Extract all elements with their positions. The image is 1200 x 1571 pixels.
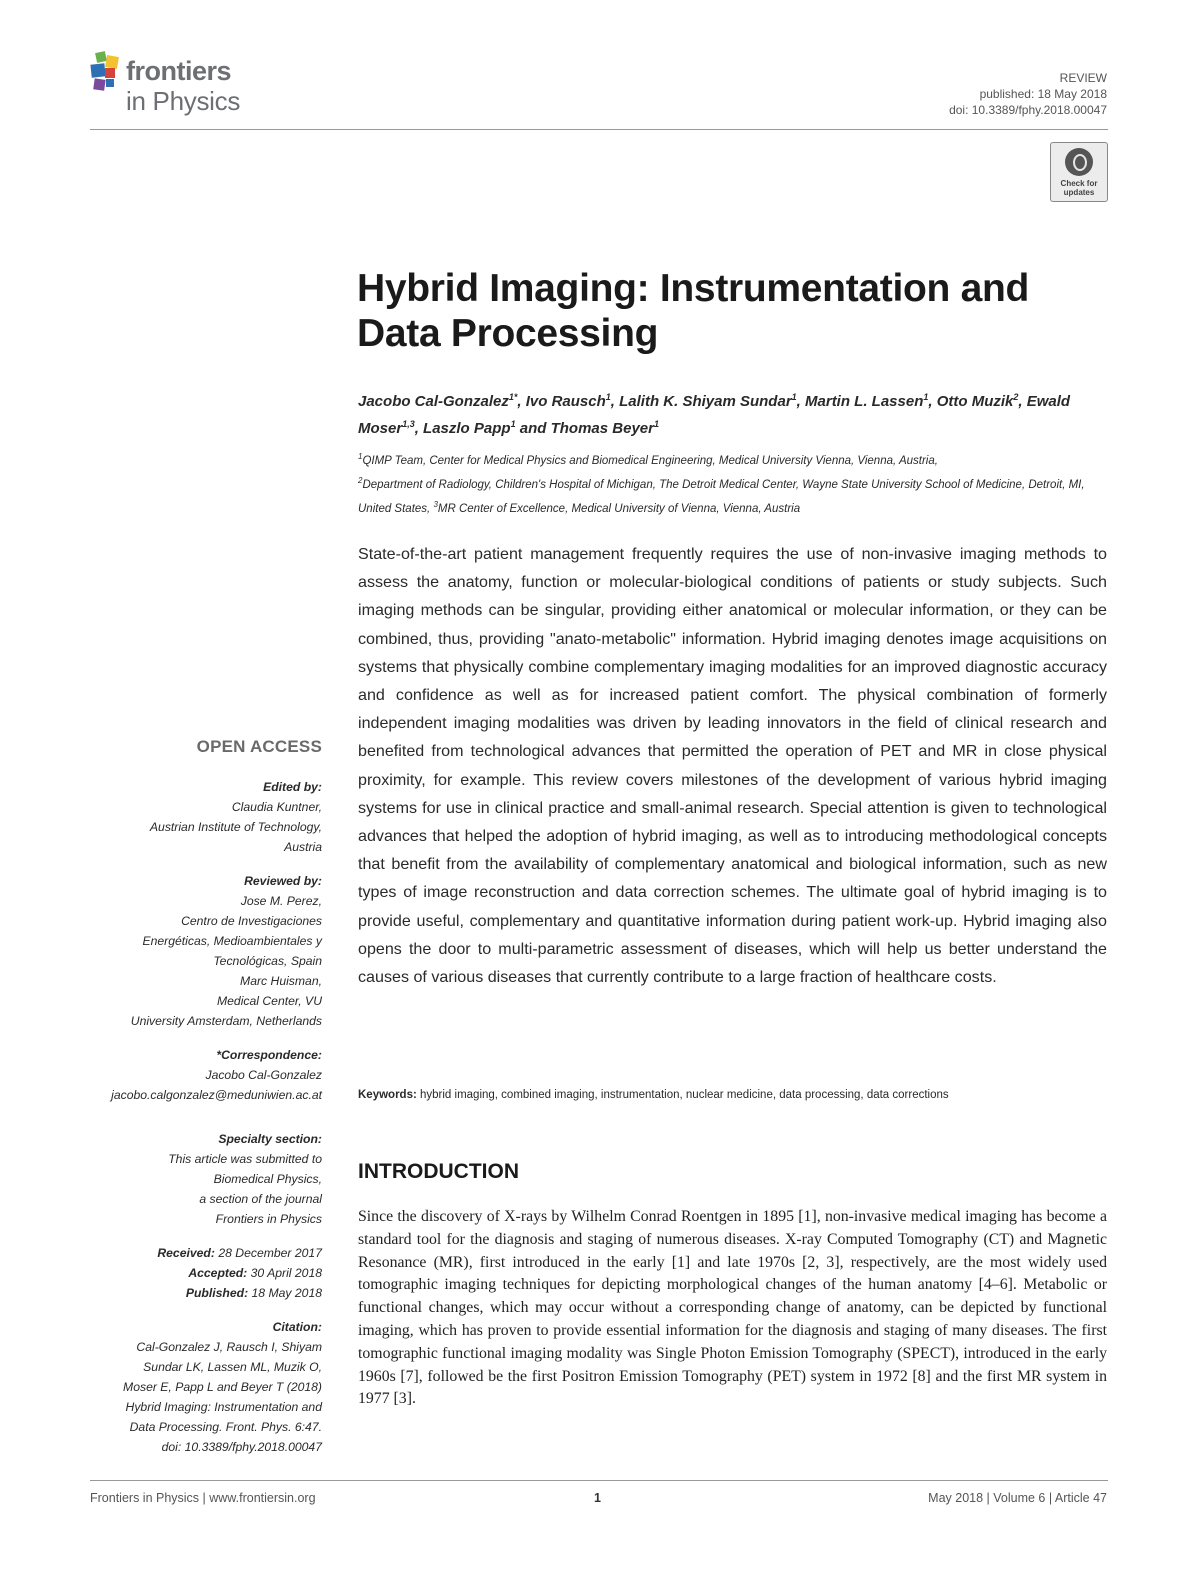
affiliation-number: 3: [433, 500, 438, 510]
editor-line: Austrian Institute of Technology,: [149, 820, 322, 834]
reviewer-line: Jose M. Perez,: [240, 894, 322, 908]
affiliations: [358, 447, 1108, 520]
affiliation: [433, 500, 801, 516]
received-label: Received:: [157, 1246, 215, 1260]
crossmark-icon: [1065, 148, 1093, 176]
keywords-label: Keywords:: [358, 1089, 417, 1101]
author[interactable]: [423, 420, 516, 437]
published-value: 18 May 2018: [251, 1286, 322, 1300]
citation-line: Sundar LK, Lassen ML, Muzik O,: [143, 1360, 322, 1374]
check-updates-label-1: Check for: [1060, 179, 1098, 188]
editor-line: Claudia Kuntner,: [231, 800, 322, 814]
check-for-updates-button[interactable]: [1050, 142, 1108, 202]
reviewer-line: Energéticas, Medioambientales y: [142, 934, 322, 948]
author-affiliation-mark: 1: [791, 392, 797, 402]
footer-issue-info: May 2018 | Volume 6 | Article 47: [928, 1491, 1107, 1505]
page-number: 1: [594, 1491, 601, 1505]
published-label: Published:: [185, 1286, 249, 1300]
reviewer-line: Tecnológicas, Spain: [213, 954, 322, 968]
article-sidebar: [80, 735, 322, 1471]
journal-logo: [88, 50, 268, 122]
published-date-sidebar: [80, 1283, 322, 1303]
citation-line: doi: 10.3389/fphy.2018.00047: [161, 1440, 322, 1454]
author-list: [358, 386, 1108, 440]
citation-line: Hybrid Imaging: Instrumentation and: [125, 1400, 322, 1414]
section-heading: INTRODUCTION: [358, 1160, 519, 1183]
introduction-text: Since the discovery of X-rays by Wilhelm Conrad Roentgen in 1895 [1], non-invasive medical imaging has become a standard tool for the diagnosis and staging of numerous diseases. X-ray Computed Tomography (CT) and Magnetic Resonance (MR), first introduced in the early [1] and late 1970s [2, 3], respectively, are the most widely used tomographic imaging techniques for depicting morphological changes of the human anatomy [4–6]. Metabolic or functional changes, which may occur without a corresponding change of anatomy, can be depicted by functional imaging, which has proven to provide essential information for the diagnosis and staging of many diseases. The first tomographic functional imaging modality was Single Photon Emission Tomography (SPECT), introduced in the early 1960s [7], followed be the first Positron Emission Tomography (PET) system in 1972 [8] and the first MR system in 1977 [3].: [358, 1208, 1107, 1408]
edited-by-block: [80, 777, 322, 857]
correspondence-block: [80, 1045, 322, 1105]
author-separator: ,: [796, 393, 806, 410]
article-meta: [949, 70, 1107, 118]
article-title: Hybrid Imaging: Instrumentation and Data Processing: [357, 267, 1030, 355]
author-name: Thomas Beyer: [550, 420, 654, 437]
author-separator: ,: [928, 393, 937, 410]
author[interactable]: [551, 420, 659, 437]
citation-label: Citation:: [272, 1320, 322, 1334]
affiliation-text: QIMP Team, Center for Medical Physics and Biomedical Engineering, Medical University Vienna, Vienna, Austria,: [362, 454, 938, 467]
author-name: Lalith K. Shiyam Sundar: [619, 393, 792, 410]
author-separator: and: [515, 420, 551, 437]
affiliation-number: 1: [358, 452, 363, 461]
author-separator: ,: [610, 393, 620, 410]
article-doi: doi: 10.3389/fphy.2018.00047: [949, 103, 1107, 117]
author-name: Laszlo Papp: [423, 420, 511, 437]
author-affiliation-mark: 2: [1013, 392, 1019, 402]
specialty-line: Frontiers in Physics: [215, 1212, 322, 1226]
keywords: [358, 1086, 1107, 1105]
edited-by-label: Edited by:: [263, 780, 322, 794]
reviewer-line: Centro de Investigaciones: [181, 914, 322, 928]
author-name: Ewald Moser: [358, 393, 1071, 437]
keywords-list: hybrid imaging, combined imaging, instrumentation, nuclear medicine, data processing, data corrections: [420, 1089, 949, 1101]
specialty-line: Biomedical Physics,: [213, 1172, 322, 1186]
author-affiliation-mark: 1: [653, 419, 659, 429]
citation-line: Cal-Gonzalez J, Rausch I, Shiyam: [136, 1340, 322, 1354]
author-separator: ,: [1018, 393, 1027, 410]
footer-divider: [90, 1480, 1108, 1481]
logo-wordmark-frontiers: frontiers: [126, 56, 232, 86]
citation-block: [80, 1317, 322, 1457]
correspondent-email-link[interactable]: jacobo.calgonzalez@meduniwien.ac.at: [111, 1088, 322, 1102]
author-affiliation-mark: 1: [605, 392, 611, 402]
author-separator: ,: [414, 420, 424, 437]
author-name: Jacobo Cal-Gonzalez: [358, 393, 509, 410]
author[interactable]: [526, 393, 611, 410]
header-divider: [90, 129, 1108, 130]
published-date: published: 18 May 2018: [979, 87, 1107, 101]
author-name: Martin L. Lassen: [805, 393, 924, 410]
author-affiliation-mark: 1: [510, 419, 516, 429]
footer-journal-link[interactable]: Frontiers in Physics | www.frontiersin.org: [90, 1491, 316, 1505]
author[interactable]: [937, 393, 1019, 410]
citation-line: Data Processing. Front. Phys. 6:47.: [129, 1420, 322, 1434]
reviewer-line: Marc Huisman,: [240, 974, 322, 988]
received-date: [80, 1243, 322, 1263]
specialty-label: Specialty section:: [218, 1132, 322, 1146]
specialty-line: This article was submitted to: [168, 1152, 322, 1166]
author-affiliation-mark: 1*: [508, 392, 518, 402]
reviewed-by-label: Reviewed by:: [244, 874, 322, 888]
author-name: Ivo Rausch: [525, 393, 606, 410]
affiliation-text: MR Center of Excellence, Medical University of Vienna, Vienna, Austria: [437, 503, 801, 516]
check-updates-label-2: updates: [1063, 188, 1095, 197]
specialty-block: [80, 1129, 322, 1229]
affiliation: [358, 452, 938, 467]
affiliation-text: Department of Radiology, Children's Hospital of Michigan, The Detroit Medical Center, Wayne State University School of Medicine, Detroit, MI, United States,: [358, 479, 1085, 516]
accepted-date: [80, 1263, 322, 1283]
author[interactable]: [358, 393, 517, 410]
citation-line: Moser E, Papp L and Beyer T (2018): [123, 1380, 322, 1394]
dates-block: [80, 1243, 322, 1303]
accepted-label: Accepted:: [188, 1266, 248, 1280]
author-affiliation-mark: 1,3: [402, 419, 415, 429]
author[interactable]: [805, 393, 928, 410]
open-access-label: OPEN ACCESS: [196, 737, 322, 756]
reviewer-line: University Amsterdam, Netherlands: [130, 1014, 322, 1028]
author-affiliation-mark: 1: [923, 392, 929, 402]
editor-line: Austria: [284, 840, 322, 854]
correspondent-name: Jacobo Cal-Gonzalez: [205, 1068, 322, 1082]
affiliation-number: 2: [358, 476, 363, 486]
frontiers-logo-icon: [88, 50, 124, 96]
article-type: REVIEW: [1059, 71, 1107, 85]
logo-wordmark-journal: in Physics: [126, 86, 241, 116]
reviewer-line: Medical Center, VU: [217, 994, 322, 1008]
author-separator: ,: [517, 393, 526, 410]
abstract: State-of-the-art patient management frequently requires the use of non-invasive imaging methods to assess the anatomy, function or molecular-biological conditions of patients or study subjects. Such imaging methods can be singular, providing either anatomical or molecular information, or they can be combined, thus, providing "anato-metabolic" information. Hybrid imaging denotes image acquisitions on systems that physically combine complementary imaging modalities for an improved diagnostic accuracy and confidence as well as for increased patient comfort. The physical combination of formerly independent imaging modalities was driven by leading innovators in the field of clinical research and benefited from technological advances that permitted the operation of PET and MR in close physical proximity, for example. This review covers milestones of the development of various hybrid imaging systems for use in clinical practice and small-animal research. Special attention is given to technological advances that helped the adoption of hybrid imaging, as well as to introducing methodological concepts that benefit from the availability of complementary anatomical and biological information, such as new types of image reconstruction and data correction schemes. The ultimate goal of hybrid imaging is to provide useful, complementary and quantitative information during patient work-up. Hybrid imaging also opens the door to multi-parametric assessment of diseases, which will help us better understand the causes of various diseases that currently contribute to a large fraction of healthcare costs.: [358, 545, 1107, 987]
accepted-value: 30 April 2018: [250, 1266, 322, 1280]
specialty-line: a section of the journal: [199, 1192, 322, 1206]
correspondence-label: *Correspondence:: [216, 1048, 322, 1062]
received-value: 28 December 2017: [218, 1246, 322, 1260]
reviewed-by-block: [80, 871, 322, 1031]
author-name: Otto Muzik: [936, 393, 1014, 410]
author[interactable]: [619, 393, 797, 410]
